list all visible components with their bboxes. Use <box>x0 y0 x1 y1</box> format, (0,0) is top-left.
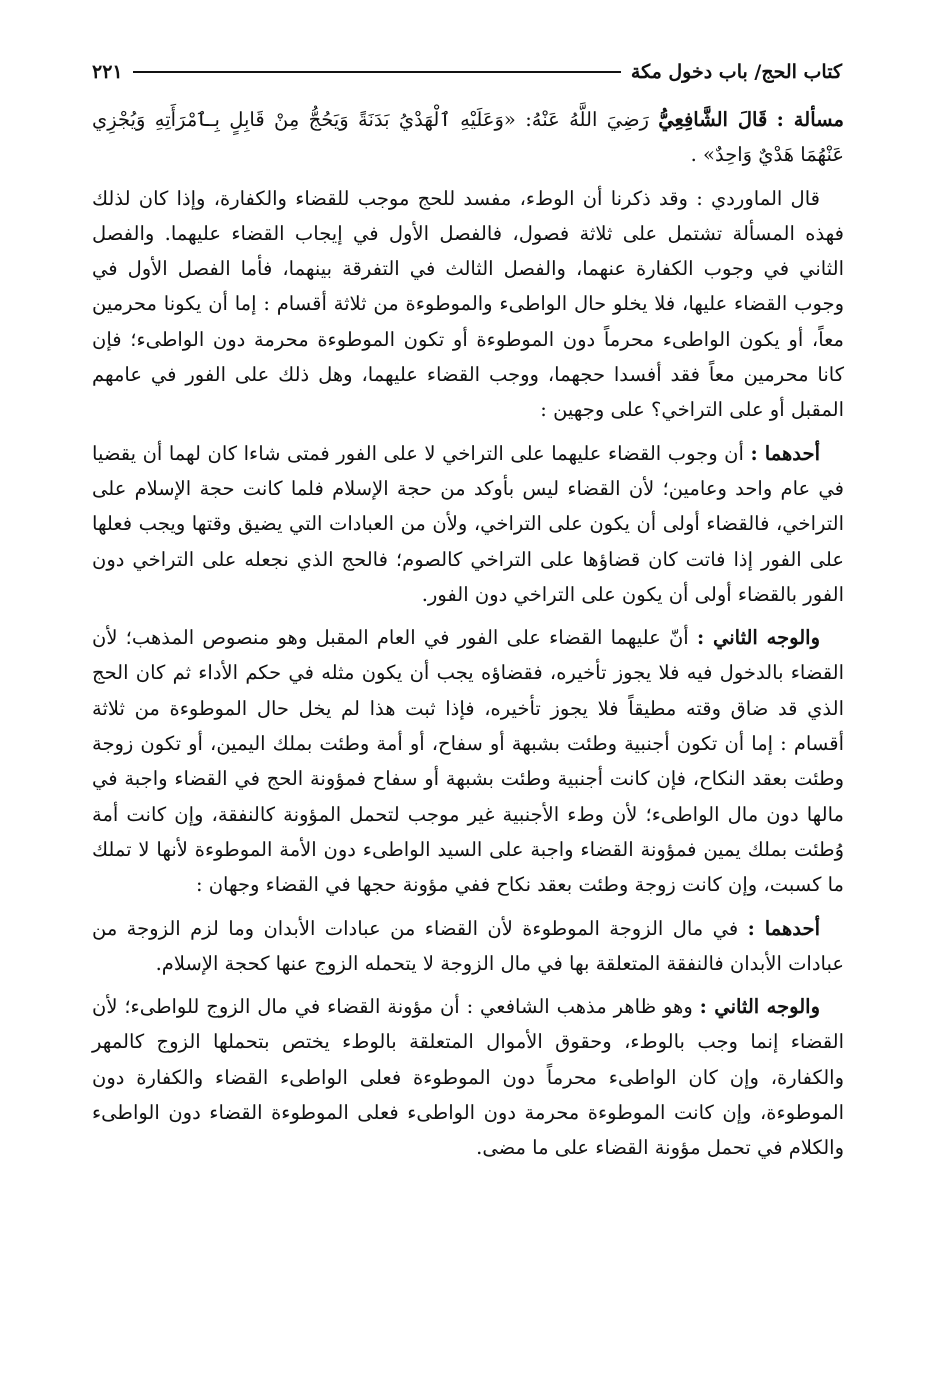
mawardi-text: قال الماوردي : وقد ذكرنا أن الوطء، مفسد للحج موجب للقضاء والكفارة، وإذا كان لذلك فهذه المسألة تشتمل على ثلاثة فصول، فالفصل الأول في إيجاب القضاء عليهما. والفصل الثاني في وجوب الكفارة عنهما، والفصل الثالث في التفرقة بينهما، فأما الفصل الأول في وجوب القضاء عليها، فلا يخلو حال الواطىء والموطوءة من ثلاثة أقسام : إما أن يكونا محرمين معاً، أو يكون الواطىء محرماً دون الموطوءة أو تكون الموطوءة محرمة دون الواطىء؛ فإن كانا محرمين معاً فقد أفسدا حجهما، ووجب القضاء عليهما، وهل ذلك على الفور في عامهم المقبل أو على التراخي؟ على وجهين : <box>92 186 844 422</box>
first-view-lead: أحدهما : <box>750 441 820 465</box>
first-view-2-lead: أحدهما : <box>747 916 820 940</box>
second-view-paragraph <box>92 620 844 902</box>
second-view-2-text: وهو ظاهر مذهب الشافعي : أن مؤونة القضاء في مال الزوج للواطىء؛ لأن القضاء إنما وجب بالوطء، وحقوق الأموال المتعلقة بالوطء يختص بتحملها الزوج كالمهر والكفارة، وإن كان الواطىء محرماً دون الموطوءة فعلى الواطىء القضاء والكفارة دون الموطوءة، وإن كانت الموطوءة محرمة دون الواطىء فعلى الموطوءة القضاء دون الواطىء والكلام في تحمل مؤونة القضاء على ما مضى. <box>92 995 844 1160</box>
second-view-text: أنّ عليهما القضاء على الفور في العام المقبل وهو منصوص المذهب؛ لأن القضاء بالدخول فيه فلا يجوز تأخيره، فقضاؤه يجب أن يكون مثله في حكم الأداء ثم كان الحج الذي قد ضاق وقته مطيقاً فلا يجوز تأخيره، فإذا ثبت هذا لم يخل حال الموطوءة من ثلاثة أقسام : إما أن تكون أجنبية وطئت بشبهة أو سفاح، أو أمة وطئت بملك اليمين، أو تكون زوجة وطئت بعقد النكاح، فإن كانت أجنبية وطئت بشبهة أو سفاح فمؤونة الحج في القضاء واجبة في مالها دون مال الواطىء؛ لأن وطء الأجنبية غير موجب لتحمل المؤونة كالنفقة، وإن كانت أمة وُطئت بملك يمين فمؤونة القضاء واجبة على السيد الواطىء دون الأمة الموطوءة لأنها لا تملك ما كسبت، وإن كانت زوجة وطئت بعقد نكاح ففي مؤونة حجها في القضاء وجهان : <box>92 626 844 897</box>
running-title: كتاب الحج/ باب دخول مكة <box>630 61 842 83</box>
masala-paragraph <box>92 102 844 173</box>
mawardi-paragraph <box>92 181 844 428</box>
masala-text: رَضِيَ اللَّهُ عَنْهُ: «وَعَلَيْهِ ٱلْهَدْيُ بَدَنَةً وَيَحُجُّ مِنْ قَابِلٍ بِـٱمْرَأَتِهِ وَيُجْزِي عَنْهُمَا هَدْيٌ وَاحِدٌ» . <box>92 108 844 167</box>
first-view-paragraph <box>92 436 844 612</box>
header-rule <box>133 71 621 73</box>
second-view-2-lead: والوجه الثاني : <box>699 995 821 1019</box>
page-body <box>92 102 844 1174</box>
first-view-text: أن وجوب القضاء عليهما على التراخي لا على الفور فمتى شاءا كان لهما أن يقضيا في عام واحد وعامين؛ لأن القضاء ليس بأوكد من حجة الإسلام فلما كانت حجة الإسلام على التراخي، فالقضاء أولى أن يكون على التراخي، ولأن من العبادات التي يضيق وقتها ويجب فعلها على الفور إذا فاتت كان قضاؤها على التراخي كالصوم؛ فالحج الذي نجعله على التراخي دون الفور بالقضاء أولى أن يكون على التراخي دون الفور. <box>92 441 844 606</box>
second-view-2-paragraph <box>92 989 844 1165</box>
masala-lead: مسألة : <box>776 108 844 131</box>
imam-name: قَالَ الشَّافِعِيُّ <box>658 108 768 131</box>
first-view-2-paragraph <box>92 911 844 982</box>
page-number: ٢٢١ <box>92 61 123 83</box>
first-view-2-text: في مال الزوجة الموطوءة لأن القضاء من عبادات الأبدان وما لزم الزوجة من عبادات الأبدان فالنفقة المتعلقة بها في مال الزوجة لا يتحمله الزوج عنها كحجة الإسلام. <box>92 916 844 975</box>
second-view-lead: والوجه الثاني : <box>696 626 820 650</box>
page-header <box>92 52 842 92</box>
